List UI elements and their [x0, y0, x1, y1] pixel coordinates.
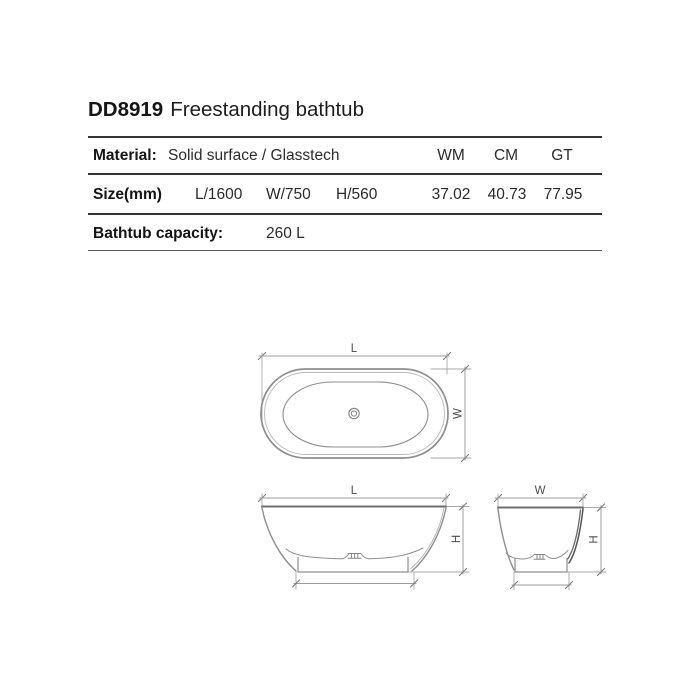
tub-bottom-seam-right	[369, 548, 423, 559]
material-value: Solid surface / Glasstech	[168, 147, 340, 164]
column-header-gt: GT	[551, 147, 573, 164]
side-view-drawing	[495, 485, 607, 590]
drain-fitting-connector	[522, 556, 534, 560]
tub-bottom-seam-right-side	[555, 551, 568, 559]
tub-left-wall-front	[262, 508, 296, 571]
tub-right-wall-front	[412, 508, 446, 571]
top-view-length-label: L	[350, 343, 358, 355]
material-label: Material:	[93, 147, 157, 164]
tub-base-front	[298, 558, 408, 573]
drain-fitting-connector	[362, 555, 370, 559]
capacity-value: 260 L	[266, 225, 305, 242]
size-length: L/1600	[195, 186, 243, 203]
front-view-drawing	[259, 485, 470, 589]
side-view-height-label: H	[588, 535, 601, 544]
weight-cm: 40.73	[487, 186, 527, 203]
size-height: H/560	[336, 186, 378, 203]
front-view-length-label: L	[350, 485, 358, 497]
top-view-drawing	[259, 343, 472, 462]
drain-hole	[351, 411, 356, 416]
front-view-height-label: H	[451, 534, 463, 544]
bathtub-basin-outline	[283, 382, 428, 447]
product-model: DD8919	[88, 98, 164, 121]
column-header-wm: WM	[437, 147, 465, 164]
capacity-label: Bathtub capacity:	[93, 225, 224, 242]
drain-fitting-connector	[546, 556, 555, 559]
tub-bottom-seam-left	[286, 549, 342, 559]
top-view-width-label: W	[452, 408, 465, 419]
weight-gt: 77.95	[543, 186, 583, 203]
bathtub-rim-inner-edge	[265, 373, 445, 455]
drain-outline	[349, 408, 359, 418]
size-label: Size(mm)	[93, 186, 162, 203]
drain-fitting-front	[348, 554, 361, 559]
tub-left-wall-side	[498, 509, 514, 570]
tub-right-wall-inner-front	[411, 508, 444, 569]
side-view-width-label: W	[534, 485, 546, 497]
size-width: W/750	[266, 186, 311, 203]
weight-wm: 37.02	[431, 186, 471, 203]
tub-base-side	[515, 559, 567, 573]
drain-fitting-side	[534, 555, 545, 560]
column-header-cm: CM	[493, 147, 519, 164]
product-name: Freestanding bathtub	[170, 98, 364, 121]
